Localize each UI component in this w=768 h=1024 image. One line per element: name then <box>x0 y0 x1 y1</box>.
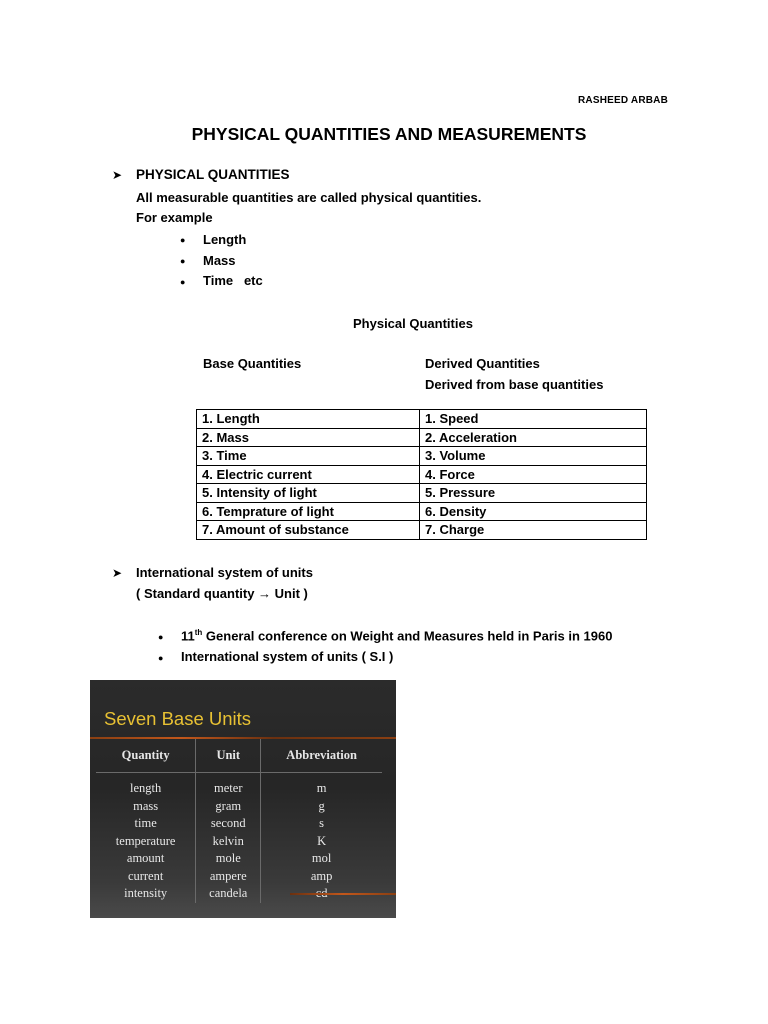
derived-quantities-note: Derived from base quantities <box>425 377 604 392</box>
table-row <box>197 447 647 466</box>
unit-cell: kelvin <box>196 833 261 851</box>
example-intro: For example <box>136 210 213 225</box>
slide-divider <box>290 893 396 895</box>
derived-cell: 5. Pressure <box>420 484 647 503</box>
dot-bullet-icon: ● <box>180 256 186 266</box>
derived-cell: 7. Charge <box>420 521 647 540</box>
table-row <box>197 521 647 540</box>
derived-cell: 1. Speed <box>420 410 647 429</box>
si-bullet-text: International system of units ( S.I ) <box>181 649 394 664</box>
slide-title: Seven Base Units <box>104 708 252 729</box>
conference-bullet-text <box>181 628 612 643</box>
definition-text: All measurable quantities are called physical quantities. <box>136 190 482 205</box>
table-row <box>197 484 647 503</box>
table-row <box>197 465 647 484</box>
base-cell: 2. Mass <box>197 428 420 447</box>
derived-cell: 2. Acceleration <box>420 428 647 447</box>
author-name: RASHEED ARBAB <box>578 95 669 106</box>
derived-cell: 3. Volume <box>420 447 647 466</box>
section-heading-physical-quantities: PHYSICAL QUANTITIES <box>136 167 290 182</box>
base-cell: 1. Length <box>197 410 420 429</box>
arrowhead-bullet-icon: ➤ <box>112 566 123 580</box>
abbreviation-cell: K <box>317 833 327 848</box>
unit-cell: meter <box>196 780 261 798</box>
table-row <box>197 502 647 521</box>
unit-cell: second <box>196 815 261 833</box>
page-title: PHYSICAL QUANTITIES AND MEASUREMENTS <box>191 124 587 144</box>
dot-bullet-icon: ● <box>158 653 164 663</box>
base-cell: 5. Intensity of light <box>197 484 420 503</box>
table-row <box>197 410 647 429</box>
abbreviation-cell: amp <box>310 868 333 883</box>
table-row <box>96 815 382 833</box>
derived-cell: 4. Force <box>420 465 647 484</box>
derived-cell: 6. Density <box>420 502 647 521</box>
table-row <box>96 850 382 868</box>
column-header: Unit <box>196 739 261 773</box>
list-item: Length <box>203 232 247 247</box>
ordinal-suffix: th <box>194 628 203 637</box>
quantity-cell: time <box>96 815 196 833</box>
table-row <box>96 798 382 816</box>
abbreviation-cell: s <box>319 816 325 831</box>
column-header: Quantity <box>96 739 196 773</box>
quantities-table <box>196 409 647 540</box>
table-row <box>96 833 382 851</box>
abbreviation-cell: mol <box>311 851 332 866</box>
unit-cell: gram <box>196 798 261 816</box>
quantity-cell: amount <box>96 850 196 868</box>
quantity-cell: current <box>96 868 196 886</box>
section-heading-si-units: International system of units <box>136 565 313 580</box>
unit-cell: ampere <box>196 868 261 886</box>
seven-base-units-slide <box>90 680 396 918</box>
table-row <box>96 780 382 798</box>
base-cell: 4. Electric current <box>197 465 420 484</box>
base-quantities-heading: Base Quantities <box>203 356 302 371</box>
column-header: Abbreviation <box>261 739 382 773</box>
base-units-table <box>96 739 382 903</box>
ordinal-number: 11 <box>181 628 195 644</box>
quantity-cell: mass <box>96 798 196 816</box>
list-item: Mass <box>203 253 236 268</box>
abbreviation-cell: g <box>318 798 325 813</box>
list-item: Time etc <box>203 273 263 288</box>
table-header-row <box>96 739 382 773</box>
base-cell: 3. Time <box>197 447 420 466</box>
quantity-cell: length <box>96 780 196 798</box>
quantity-cell: temperature <box>96 833 196 851</box>
derived-quantities-heading: Derived Quantities <box>425 356 540 371</box>
unit-cell: mole <box>196 850 261 868</box>
arrowhead-bullet-icon: ➤ <box>112 168 123 182</box>
unit-cell: candela <box>196 885 261 903</box>
dot-bullet-icon: ● <box>180 277 186 287</box>
standard-quantity-line: ( Standard quantity → Unit ) <box>136 586 308 601</box>
spacer-row <box>96 773 382 781</box>
table-row <box>197 428 647 447</box>
base-cell: 6. Temprature of light <box>197 502 420 521</box>
abbreviation-cell: m <box>316 781 327 796</box>
conference-text: General conference on Weight and Measures held in Paris in 1960 <box>202 628 613 644</box>
base-cell: 7. Amount of substance <box>197 521 420 540</box>
table-row <box>96 868 382 886</box>
quantity-cell: intensity <box>96 885 196 903</box>
dot-bullet-icon: ● <box>158 632 164 642</box>
dot-bullet-icon: ● <box>180 235 186 245</box>
classification-title: Physical Quantities <box>353 316 473 331</box>
